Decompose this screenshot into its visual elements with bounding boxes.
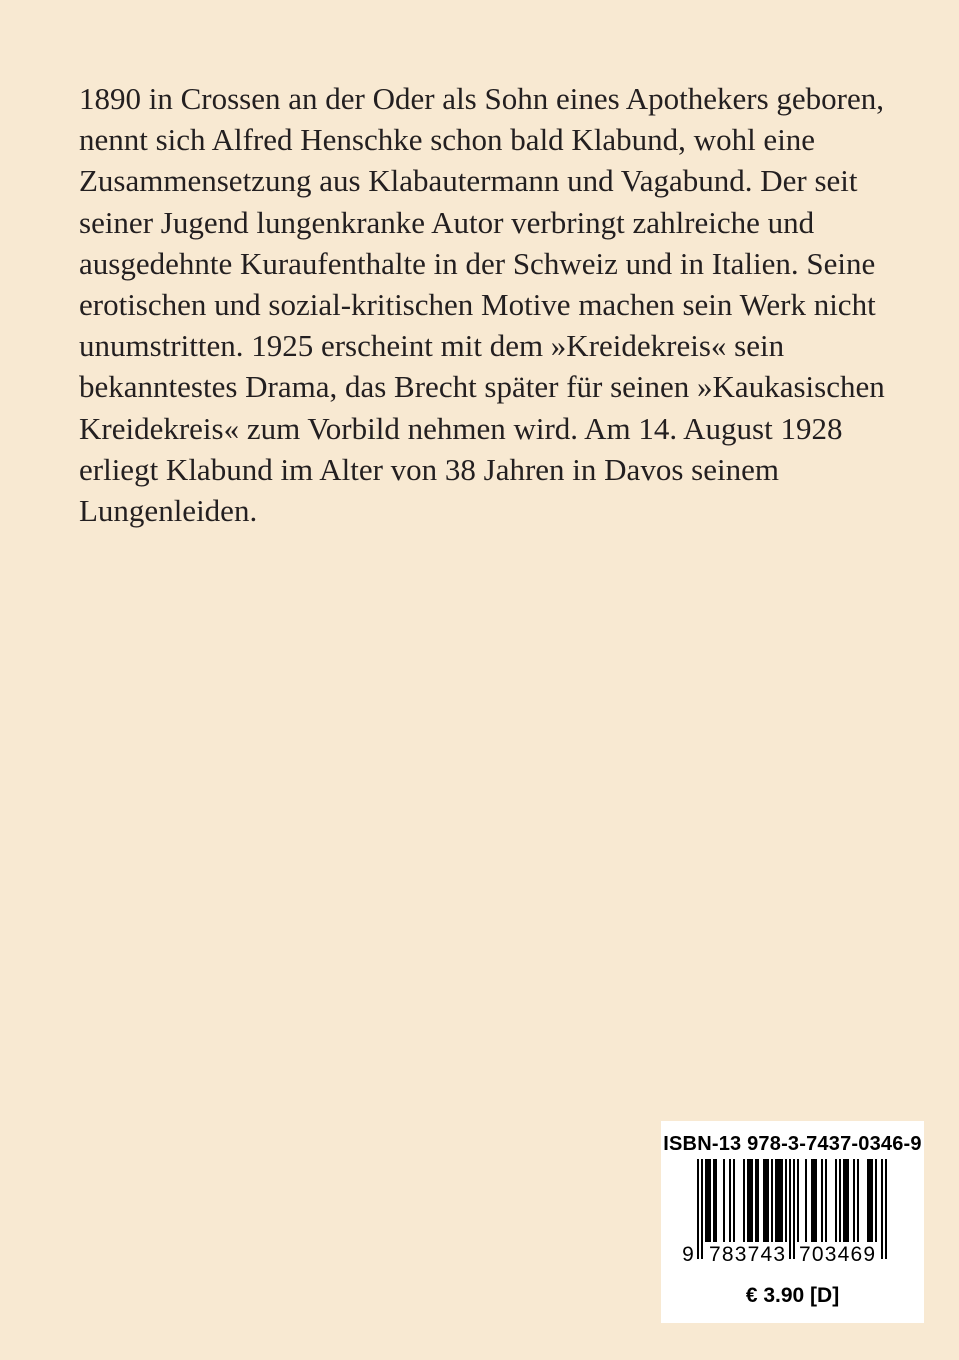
barcode-guard-bar (793, 1159, 795, 1259)
barcode-bar (867, 1159, 873, 1242)
blurb-line: unumstritten. 1925 erscheint mit dem »Kreidekreis« sein (79, 328, 785, 364)
barcode-bar (805, 1159, 807, 1242)
barcode-digit-lead: 9 (682, 1243, 694, 1266)
barcode-bar (785, 1159, 787, 1242)
blurb-line: erliegt Klabund im Alter von 38 Jahren in Davos seinem (79, 451, 779, 487)
barcode-bar (797, 1159, 799, 1242)
barcode-bar (857, 1159, 859, 1242)
barcode-digits-right: 703469 (799, 1243, 875, 1266)
barcode-bar (705, 1159, 711, 1242)
barcode-bar (713, 1159, 717, 1242)
blurb-line: Lungenleiden. (79, 493, 258, 529)
barcode-bar (875, 1159, 877, 1242)
isbn-label: ISBN-13 978-3-7437-0346-9 (663, 1133, 922, 1155)
barcode-bar (843, 1159, 849, 1242)
barcode-digits-left: 783743 (709, 1243, 785, 1266)
blurb-line: Zusammensetzung aus Klabautermann und Vagabund. Der seit (79, 163, 858, 199)
blurb-line: seiner Jugend lungenkranke Autor verbringt zahlreiche und (79, 204, 815, 240)
barcode-guard-bar (789, 1159, 791, 1259)
barcode-guard-bar (701, 1159, 703, 1259)
barcode-bar (775, 1159, 783, 1242)
barcode-bar (839, 1159, 841, 1242)
barcode-bar (729, 1159, 731, 1242)
blurb-line: 1890 in Crossen an der Oder als Sohn eines Apothekers geboren, (79, 81, 884, 116)
barcode-bar (743, 1159, 745, 1242)
blurb-line: Kreidekreis« zum Vorbild nehmen wird. Am 14. August 1928 (79, 410, 843, 446)
barcode-bar (733, 1159, 735, 1242)
barcode-bar (821, 1159, 823, 1242)
barcode-bar (755, 1159, 759, 1242)
barcode-bar (853, 1159, 855, 1242)
barcode-bar (723, 1159, 725, 1242)
blurb-line: erotischen und sozial-kritischen Motive machen sein Werk nicht (79, 287, 876, 323)
blurb-line: bekanntestes Drama, das Brecht später für seinen »Kaukasischen (79, 369, 885, 405)
barcode-bar (763, 1159, 769, 1242)
blurb-line: ausgedehnte Kuraufenthalte in der Schweiz und in Italien. Seine (79, 245, 876, 281)
barcode-bar (811, 1159, 817, 1242)
barcode-guard-bar (885, 1159, 887, 1259)
barcode-guard-bar (881, 1159, 883, 1259)
price-label: € 3.90 [D] (745, 1284, 840, 1307)
barcode-bar (747, 1159, 753, 1242)
barcode-bar (835, 1159, 837, 1242)
back-cover-blurb (79, 78, 885, 531)
barcode-guard-bar (697, 1159, 699, 1259)
isbn-barcode-box (661, 1121, 924, 1323)
barcode-bar (825, 1159, 827, 1242)
barcode-bar (771, 1159, 773, 1242)
blurb-line: nennt sich Alfred Henschke schon bald Klabund, wohl eine (79, 122, 816, 158)
